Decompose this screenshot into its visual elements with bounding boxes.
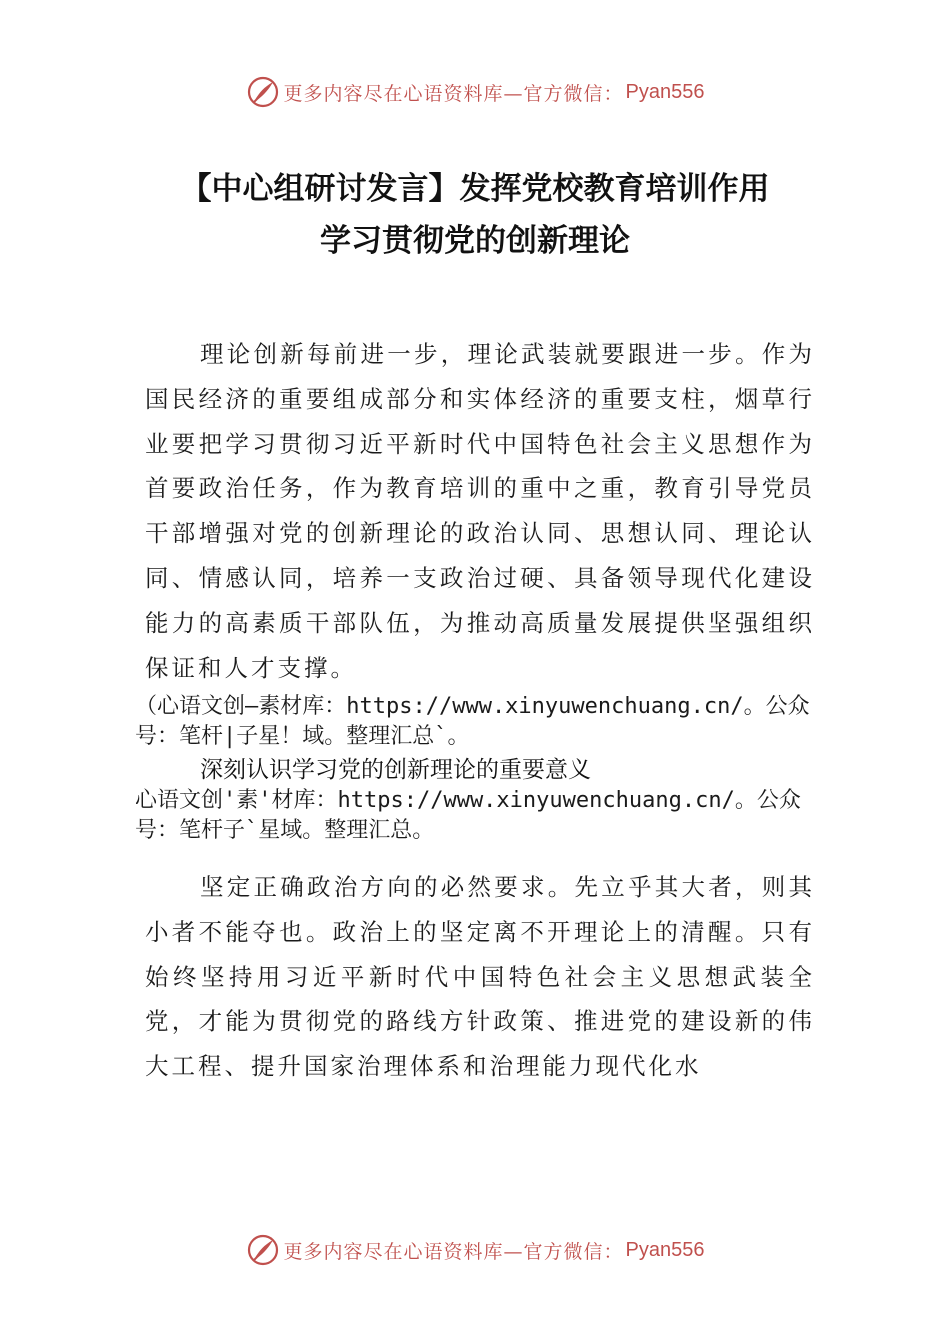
source-note-2: 心语文创'素'材库：https://www.xinyuwenchuang.cn/。公众号：笔杆子`星域。整理汇总。: [135, 788, 801, 843]
paragraph-2: 坚定正确政治方向的必然要求。先立乎其大者，则其小者不能夺也。政治上的坚定离不开理论上的清醒。只有始终坚持用习近平新时代中国特色社会主义思想武装全党，才能为贯彻党的路线方针政策、推进党的建设新的伟大工程、提升国家治理体系和治理能力现代化水: [145, 873, 815, 1081]
watermark-handle: Pyan556: [625, 80, 705, 103]
title-line-1: 【中心组研讨发言】发挥党校教育培训作用: [180, 171, 770, 207]
title-line-2: 学习贯彻党的创新理论: [320, 223, 630, 259]
quill-circle-logo-icon: [246, 1233, 280, 1267]
source-note-1: （心语文创—素材库：https://www.xinyuwenchuang.cn/。公众号：笔杆|子星！域。整理汇总`。: [135, 694, 810, 749]
document-title: [100, 163, 850, 267]
paragraph-1: 理论创新每前进一步，理论武装就要跟进一步。作为国民经济的重要组成部分和实体经济的重要支柱，烟草行业要把学习贯彻习近平新时代中国特色社会主义思想作为首要政治任务，作为教育培训的重中之重，教育引导党员干部增强对党的创新理论的政治认同、思想认同、理论认同、情感认同，培养一支政治过硬、具备领导现代化建设能力的高素质干部队伍，为推动高质量发展提供坚强组织保证和人才支撑。: [145, 340, 815, 682]
quill-circle-logo-icon: [246, 75, 280, 109]
section-heading: 深刻认识学习党的创新理论的重要意义: [200, 757, 591, 783]
header-watermark: [0, 72, 950, 112]
watermark-text: 更多内容尽在心语资料库—官方微信：: [283, 1240, 624, 1263]
footer-watermark: [0, 1230, 950, 1270]
watermark-handle: Pyan556: [625, 1238, 705, 1261]
watermark-text: 更多内容尽在心语资料库—官方微信：: [283, 82, 624, 105]
